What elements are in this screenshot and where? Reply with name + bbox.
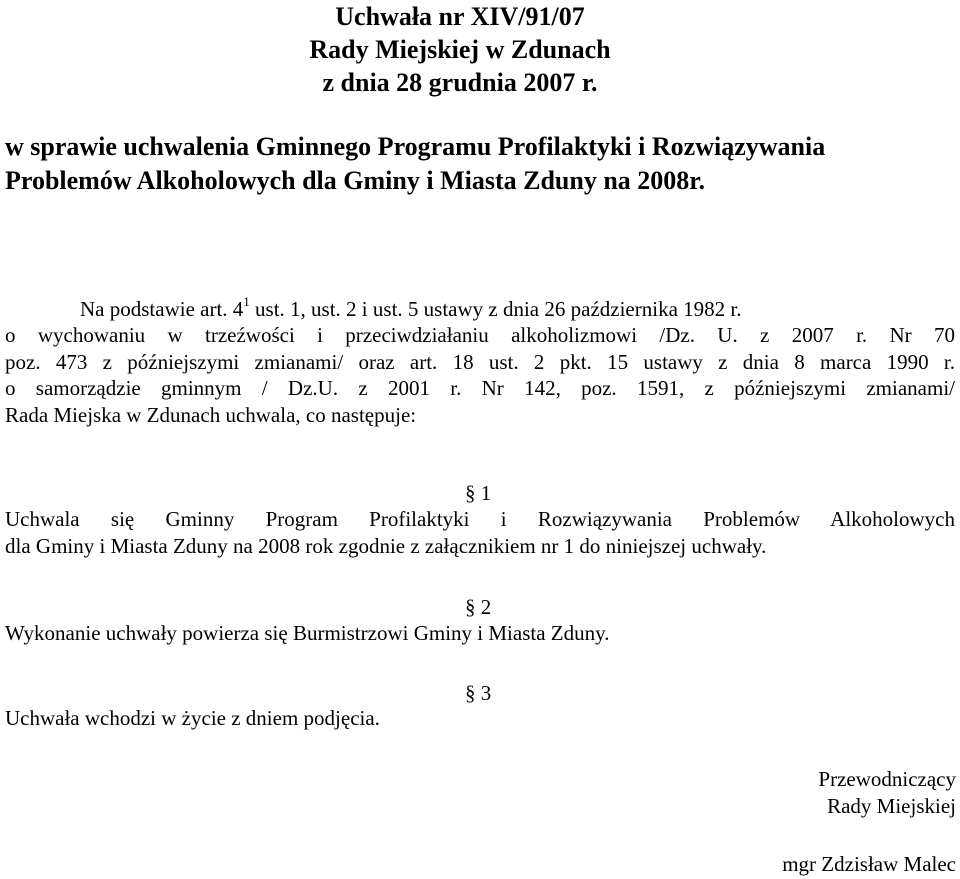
section-3-line-1: Uchwała wchodzi w życie z dniem podjęcia. xyxy=(5,706,380,730)
legal-basis xyxy=(5,296,955,428)
section-2-mark: § 2 xyxy=(465,595,492,619)
signature-role-line-2: Rady Miejskiej xyxy=(827,794,956,818)
title-line-resolution-number: Uchwała nr XIV/91/07 xyxy=(335,2,585,31)
legal-basis-line-2: o wychowaniu w trzeźwości i przeciwdziałaniu alkoholizmowi /Dz. U. z 2007 r. Nr 70 xyxy=(5,323,955,348)
title-line-council: Rady Miejskiej w Zdunach xyxy=(309,35,611,64)
section-3-mark: § 3 xyxy=(465,681,492,705)
legal-basis-line-1-pre: Na podstawie art. 4 xyxy=(80,297,244,321)
title-line-date: z dnia 28 grudnia 2007 r. xyxy=(322,68,598,97)
subject-line-1: w sprawie uchwalenia Gminnego Programu Profilaktyki i Rozwiązywania xyxy=(5,132,826,161)
section-3-text xyxy=(5,705,955,732)
section-1-mark: § 1 xyxy=(465,481,492,505)
section-2-line-1: Wykonanie uchwały powierza się Burmistrzowi Gminy i Miasta Zduny. xyxy=(5,621,610,645)
article-superscript: 1 xyxy=(243,294,250,309)
section-1-line-2: dla Gminy i Miasta Zduny na 2008 rok zgodnie z załącznikiem nr 1 do niniejszej uchwały. xyxy=(5,534,767,558)
legal-basis-line-1 xyxy=(5,296,955,322)
legal-basis-line-1-post: ust. 1, ust. 2 i ust. 5 ustawy z dnia 26 października 1982 r. xyxy=(249,297,742,321)
resolution-subject xyxy=(5,130,955,198)
legal-basis-line-5: Rada Miejska w Zdunach uchwala, co następuje: xyxy=(5,402,417,427)
subject-line-2: Problemów Alkoholowych dla Gminy i Miasta Zduny na 2008r. xyxy=(5,166,705,195)
section-1-text xyxy=(5,506,955,560)
section-2-text xyxy=(5,620,955,647)
signature-name: mgr Zdzisław Malec xyxy=(782,852,956,876)
document-title xyxy=(150,0,770,99)
legal-basis-line-4: o samorządzie gminnym / Dz.U. z 2001 r. Nr 142, poz. 1591, z późniejszymi zmianami/ xyxy=(5,376,955,401)
section-1-line-1: Uchwala się Gminny Program Profilaktyki i Rozwiązywania Problemów Alkoholowych xyxy=(5,507,955,531)
signature-role-line-1: Przewodniczący xyxy=(818,767,956,791)
legal-basis-line-3: poz. 473 z późniejszymi zmianami/ oraz art. 18 ust. 2 pkt. 15 ustawy z dnia 8 marca 1990 r. xyxy=(5,349,955,374)
